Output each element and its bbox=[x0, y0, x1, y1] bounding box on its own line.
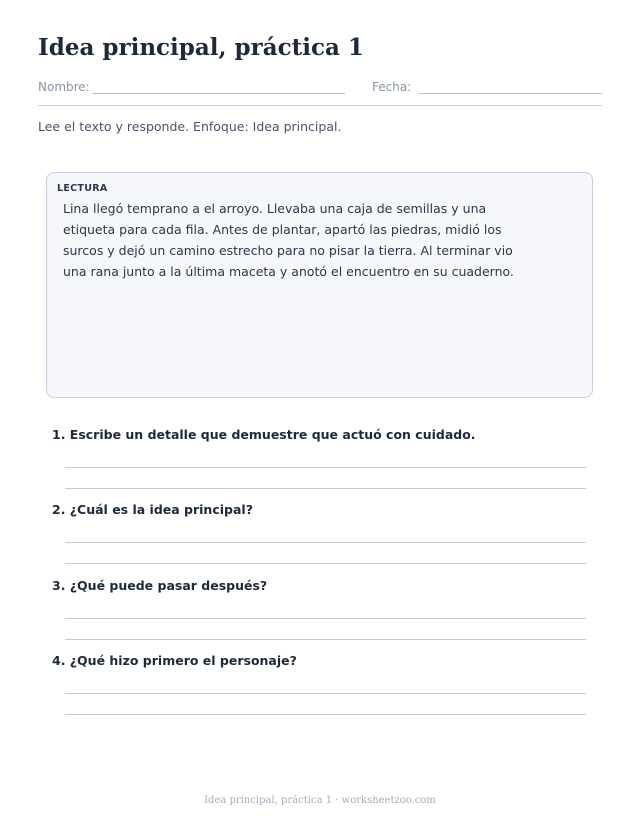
answer-line-1a[interactable] bbox=[65, 467, 586, 468]
answer-line-3b[interactable] bbox=[65, 639, 586, 640]
answer-line-2b[interactable] bbox=[65, 563, 586, 564]
reading-line: surcos y dejó un camino estrecho para no pisar la tierra. Al terminar vio bbox=[63, 243, 513, 258]
date-field-line[interactable] bbox=[419, 93, 602, 94]
reading-passage bbox=[63, 198, 533, 282]
question-1: 1. Escribe un detalle que demuestre que actuó con cuidado. bbox=[52, 427, 476, 442]
answer-line-3a[interactable] bbox=[65, 618, 586, 619]
answer-line-1b[interactable] bbox=[65, 488, 586, 489]
answer-line-4a[interactable] bbox=[65, 693, 586, 694]
question-3: 3. ¿Qué puede pasar después? bbox=[52, 578, 268, 593]
reading-label: LECTURA bbox=[57, 183, 108, 194]
name-field-line[interactable] bbox=[92, 93, 345, 94]
worksheet-title: Idea principal, práctica 1 bbox=[38, 34, 364, 61]
header-divider bbox=[38, 105, 602, 106]
answer-line-4b[interactable] bbox=[65, 714, 586, 715]
name-label: Nombre: bbox=[38, 80, 90, 94]
reading-passage-box bbox=[46, 172, 593, 398]
reading-line: Lina llegó temprano a el arroyo. Llevaba una caja de semillas y una bbox=[63, 201, 487, 216]
question-2: 2. ¿Cuál es la idea principal? bbox=[52, 502, 253, 517]
page-footer: Idea principal, práctica 1 · worksheetzoo.com bbox=[204, 795, 436, 806]
student-info-row bbox=[38, 80, 602, 96]
question-4: 4. ¿Qué hizo primero el personaje? bbox=[52, 653, 297, 668]
instructions-text: Lee el texto y responde. Enfoque: Idea principal. bbox=[38, 119, 342, 134]
reading-line: una rana junto a la última maceta y anotó el encuentro en su cuaderno. bbox=[63, 264, 514, 279]
reading-line: etiqueta para cada fila. Antes de plantar, apartó las piedras, midió los bbox=[63, 222, 502, 237]
answer-line-2a[interactable] bbox=[65, 542, 586, 543]
date-label: Fecha: bbox=[372, 80, 412, 94]
